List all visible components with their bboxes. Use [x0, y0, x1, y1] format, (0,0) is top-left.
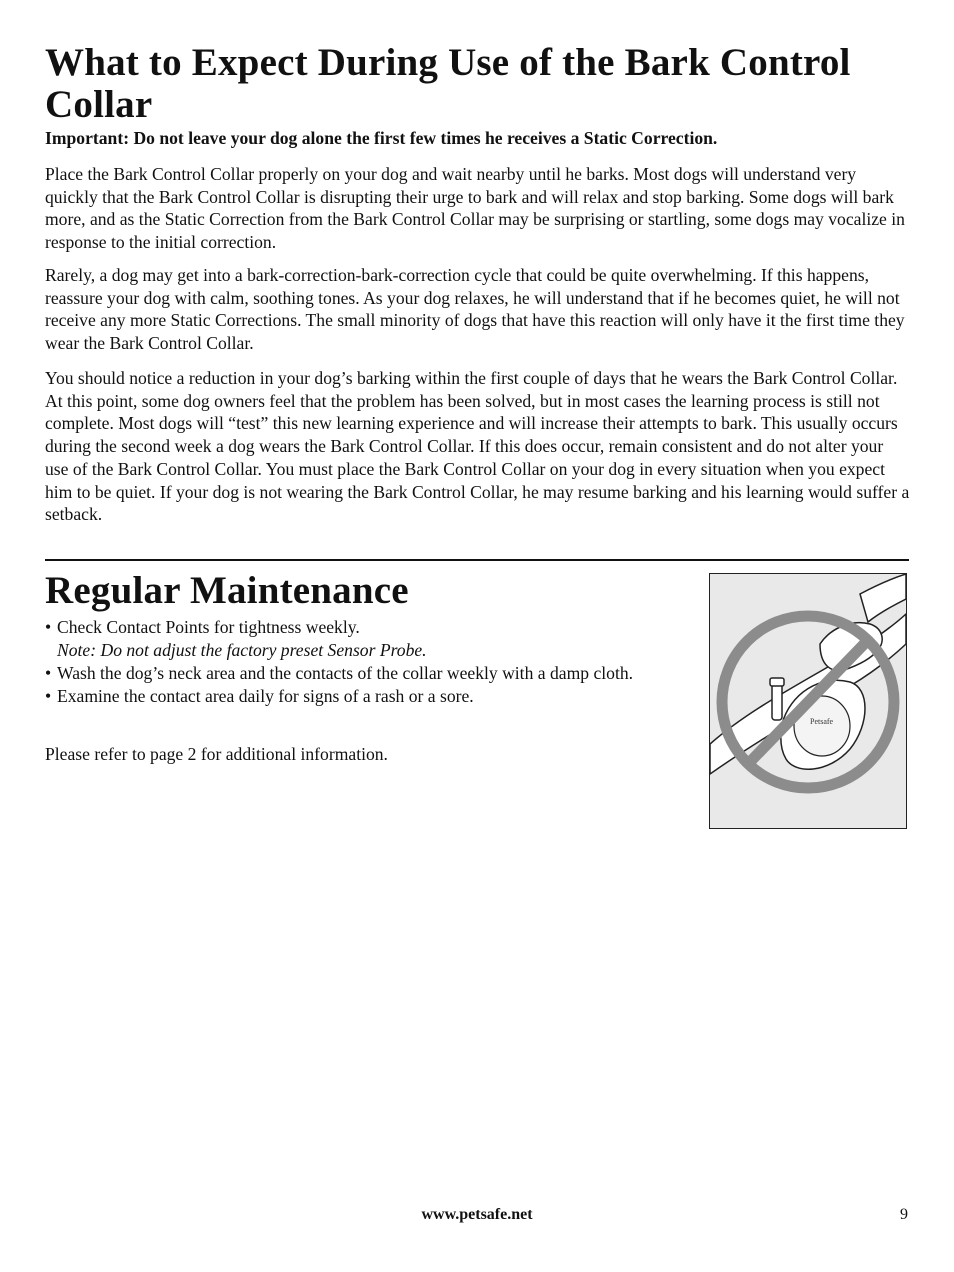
section-divider [45, 559, 909, 561]
collar-strap-end [860, 574, 906, 622]
list-item [45, 616, 685, 662]
prohibited-collar-adjustment-icon [710, 574, 906, 828]
list-item-text: Check Contact Points for tightness weekly. [57, 617, 360, 637]
paragraph-3: You should notice a reduction in your dog’s barking within the first couple of days that he wears the Bark Control Collar. At this point, some dog owners feel that the problem has been solved, but in most cases the learning process is still not complete. Most dogs will “test” this new learning experience and will increase their attempts to bark. This usually occurs during the second week a dog wears the Bark Control Collar. If this does occur, remain consistent and do not alter your use of the Bark Control Collar. You must place the Bark Control Collar on your dog in every situation when you expect him to be quiet. If your dog is not wearing the Bark Control Collar, he may resume barking and his learning would suffer a setback. [45, 368, 910, 525]
contact-point-cap [770, 678, 784, 686]
page-number: 9 [900, 1206, 908, 1223]
bullet-marker: • [45, 686, 52, 706]
list-item [45, 662, 685, 685]
paragraph-1: Place the Bark Control Collar properly on your dog and wait nearby until he barks. Most dogs will understand very quickly that the Bark Control Collar is disrupting their urge to bark and will relax and stop barking. Some dogs will bark more, and as the Static Correction from the Bark Control Collar may be surprising or startling, some dogs may vocalize in response to the initial correction. [45, 164, 905, 253]
paragraph-2: Rarely, a dog may get into a bark-correction-bark-correction cycle that could be quite overwhelming. If this happens, reassure your dog with calm, soothing tones. As your dog relaxes, he will understand that if he becomes quiet, he will not receive any more Static Corrections. The small minority of dogs that have this reaction will only have it the first time they wear the Bark Control Collar. [45, 265, 905, 354]
section-title-regular-maintenance: Regular Maintenance [45, 569, 409, 612]
list-item-text: Wash the dog’s neck area and the contacts of the collar weekly with a damp cloth. [57, 663, 634, 683]
refer-note: Please refer to page 2 for additional information. [45, 744, 388, 764]
receiver-logo: Petsafe [810, 717, 834, 726]
bullet-marker: • [45, 617, 52, 637]
list-item [45, 685, 685, 708]
section-title-what-to-expect: What to Expect During Use of the Bark Control Collar [45, 41, 851, 126]
footer-url: www.petsafe.net [421, 1206, 533, 1223]
bullet-marker: • [45, 663, 52, 683]
collar-illustration [709, 573, 907, 829]
important-warning: Important: Do not leave your dog alone the first few times he receives a Static Correction. [45, 128, 718, 148]
maintenance-list [45, 616, 685, 708]
list-item-text: Examine the contact area daily for signs of a rash or a sore. [57, 686, 474, 706]
contact-point [772, 684, 782, 720]
list-item-note: Note: Do not adjust the factory preset Sensor Probe. [57, 640, 427, 660]
